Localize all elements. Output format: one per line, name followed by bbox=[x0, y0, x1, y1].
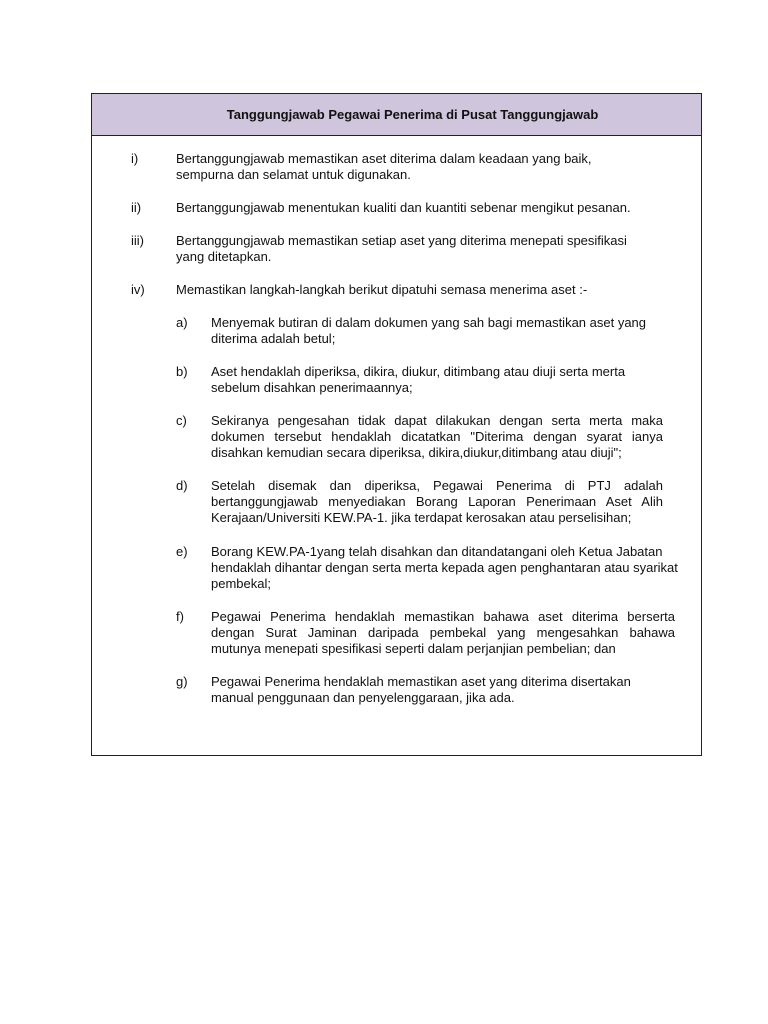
sub-item-letter: c) bbox=[176, 413, 187, 428]
sub-item-text: Menyemak butiran di dalam dokumen yang sah bagi memastikan aset yang diterima adalah betul; bbox=[211, 315, 647, 346]
list-item-iv bbox=[131, 282, 691, 300]
sub-item-text: Pegawai Penerima hendaklah memastikan aset yang diterima disertakan manual penggunaan dan penyelenggaraan, jika ada. bbox=[211, 674, 631, 705]
list-item-i bbox=[131, 151, 691, 185]
item-number: ii) bbox=[131, 200, 142, 215]
sub-item-b bbox=[176, 364, 696, 398]
list-item-ii bbox=[131, 200, 691, 218]
item-number: iv) bbox=[131, 282, 145, 297]
sub-item-text: Aset hendaklah diperiksa, dikira, diukur, ditimbang atau diuji serta merta sebelum disahkan penerimaannya; bbox=[211, 364, 626, 395]
item-text: Memastikan langkah-langkah berikut dipatuhi semasa menerima aset :- bbox=[176, 282, 588, 297]
sub-item-text: Borang KEW.PA-1yang telah disahkan dan ditandatangani oleh Ketua Jabatan hendaklah dihantar dengan serta merta kepada agen penghantaran atau syarikat pembekal; bbox=[211, 544, 678, 591]
sub-item-a bbox=[176, 315, 696, 349]
item-text: Bertanggungjawab menentukan kualiti dan kuantiti sebenar mengikut pesanan. bbox=[176, 200, 631, 215]
sub-item-letter: e) bbox=[176, 544, 188, 559]
item-number: i) bbox=[131, 151, 139, 166]
item-text: Bertanggungjawab memastikan aset diterima dalam keadaan yang baik, sempurna dan selamat untuk digunakan. bbox=[176, 151, 592, 182]
sub-item-text: Pegawai Penerima hendaklah memastikan bahawa aset diterima berserta dengan Surat Jaminan daripada pembekal yang mengesahkan bahawa mutunya menepati spesifikasi seperti dalam perjanjian pembelian; dan bbox=[211, 609, 675, 656]
sub-item-letter: b) bbox=[176, 364, 188, 379]
sub-item-c bbox=[176, 413, 696, 463]
sub-item-text: Setelah disemak dan diperiksa, Pegawai Penerima di PTJ adalah bertanggungjawab menyediakan Borang Laporan Penerimaan Aset Alih Kerajaan/Universiti KEW.PA-1. jika terdapat kerosakan atau perselisihan; bbox=[211, 478, 663, 525]
item-text: Bertanggungjawab memastikan setiap aset yang diterima menepati spesifikasi yang ditetapkan. bbox=[176, 233, 627, 264]
list-item-iii bbox=[131, 233, 691, 267]
item-number: iii) bbox=[131, 233, 144, 248]
sub-item-f bbox=[176, 609, 696, 659]
table-title: Tanggungjawab Pegawai Penerima di Pusat Tanggungjawab bbox=[226, 107, 599, 122]
sub-item-g bbox=[176, 674, 696, 708]
sub-item-letter: d) bbox=[176, 478, 188, 493]
sub-item-letter: g) bbox=[176, 674, 188, 689]
table-header bbox=[92, 94, 701, 136]
sub-item-d bbox=[176, 478, 696, 528]
sub-item-letter: f) bbox=[176, 609, 184, 624]
sub-item-e bbox=[176, 544, 696, 594]
sub-item-text: Sekiranya pengesahan tidak dapat dilakukan dengan serta merta maka dokumen tersebut hendaklah dicatatkan "Diterima dengan syarat ianya disahkan kemudian secara diperiksa, dikira,diukur,ditimbang atau diuji"; bbox=[211, 413, 663, 460]
sub-item-letter: a) bbox=[176, 315, 188, 330]
